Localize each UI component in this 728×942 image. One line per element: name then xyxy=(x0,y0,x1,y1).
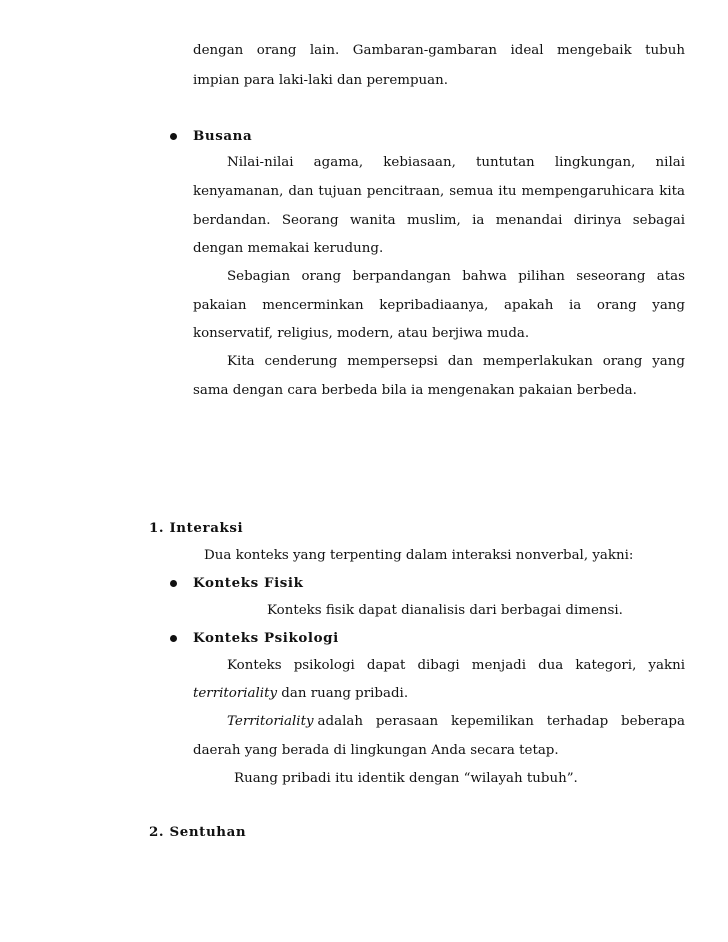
busana-p3-line-1: Kita cenderung mempersepsi dan memperlakukan orang yang xyxy=(227,354,685,369)
intro-line-2: impian para laki-laki dan perempuan. xyxy=(193,73,449,88)
psikologi-p1-line-2-rest: dan ruang pribadi. xyxy=(277,686,409,701)
busana-p3-line-2: sama dengan cara berbeda bila ia mengenakan pakaian berbeda. xyxy=(193,383,637,398)
busana-p2-line-2: pakaian mencerminkan kepribadiaanya, apakah ia orang yang xyxy=(193,298,685,313)
heading-sentuhan: 2. Sentuhan xyxy=(149,824,247,840)
busana-p1-line-3: berdandan. Seorang wanita muslim, ia menandai dirinya sebagai xyxy=(193,213,685,228)
bullet-icon xyxy=(170,635,177,642)
busana-p2-line-1: Sebagian orang berpandangan bahwa pilihan seseorang atas xyxy=(227,269,685,284)
intro-line-1: dengan orang lain. Gambaran-gambaran ideal mengebaik tubuh xyxy=(193,43,685,58)
busana-p1-line-4: dengan memakai kerudung. xyxy=(193,241,384,256)
psikologi-p1-line-2 xyxy=(193,684,408,704)
bullet-icon xyxy=(170,133,177,140)
psikologi-p2-line-1 xyxy=(227,712,685,732)
heading-konteks-psikologi: Konteks Psikologi xyxy=(193,630,339,646)
term-territoriality: territoriality xyxy=(193,686,278,701)
interaksi-intro: Dua konteks yang terpenting dalam interaksi nonverbal, yakni: xyxy=(204,548,634,563)
heading-konteks-fisik: Konteks Fisik xyxy=(193,575,304,591)
psikologi-p2-line-1-rest: adalah perasaan kepemilikan terhadap beberapa xyxy=(317,714,685,729)
psikologi-p1-line-1: Konteks psikologi dapat dibagi menjadi dua kategori, yakni xyxy=(227,658,685,673)
bullet-icon xyxy=(170,580,177,587)
busana-p2-line-3: konservatif, religius, modern, atau berjiwa muda. xyxy=(193,326,530,341)
psikologi-p2-line-2: daerah yang berada di lingkungan Anda secara tetap. xyxy=(193,743,559,758)
term-territoriality-capital: Territoriality xyxy=(227,714,314,729)
busana-p1-line-2: kenyamanan, dan tujuan pencitraan, semua itu mempengaruhicara kita xyxy=(193,184,685,199)
konteks-fisik-text: Konteks fisik dapat dianalisis dari berbagai dimensi. xyxy=(267,603,623,618)
heading-interaksi: 1. Interaksi xyxy=(149,520,244,536)
heading-busana: Busana xyxy=(193,128,253,144)
busana-p1-line-1: Nilai-nilai agama, kebiasaan, tuntutan lingkungan, nilai xyxy=(227,155,685,170)
psikologi-p3: Ruang pribadi itu identik dengan “wilayah tubuh”. xyxy=(234,771,578,786)
